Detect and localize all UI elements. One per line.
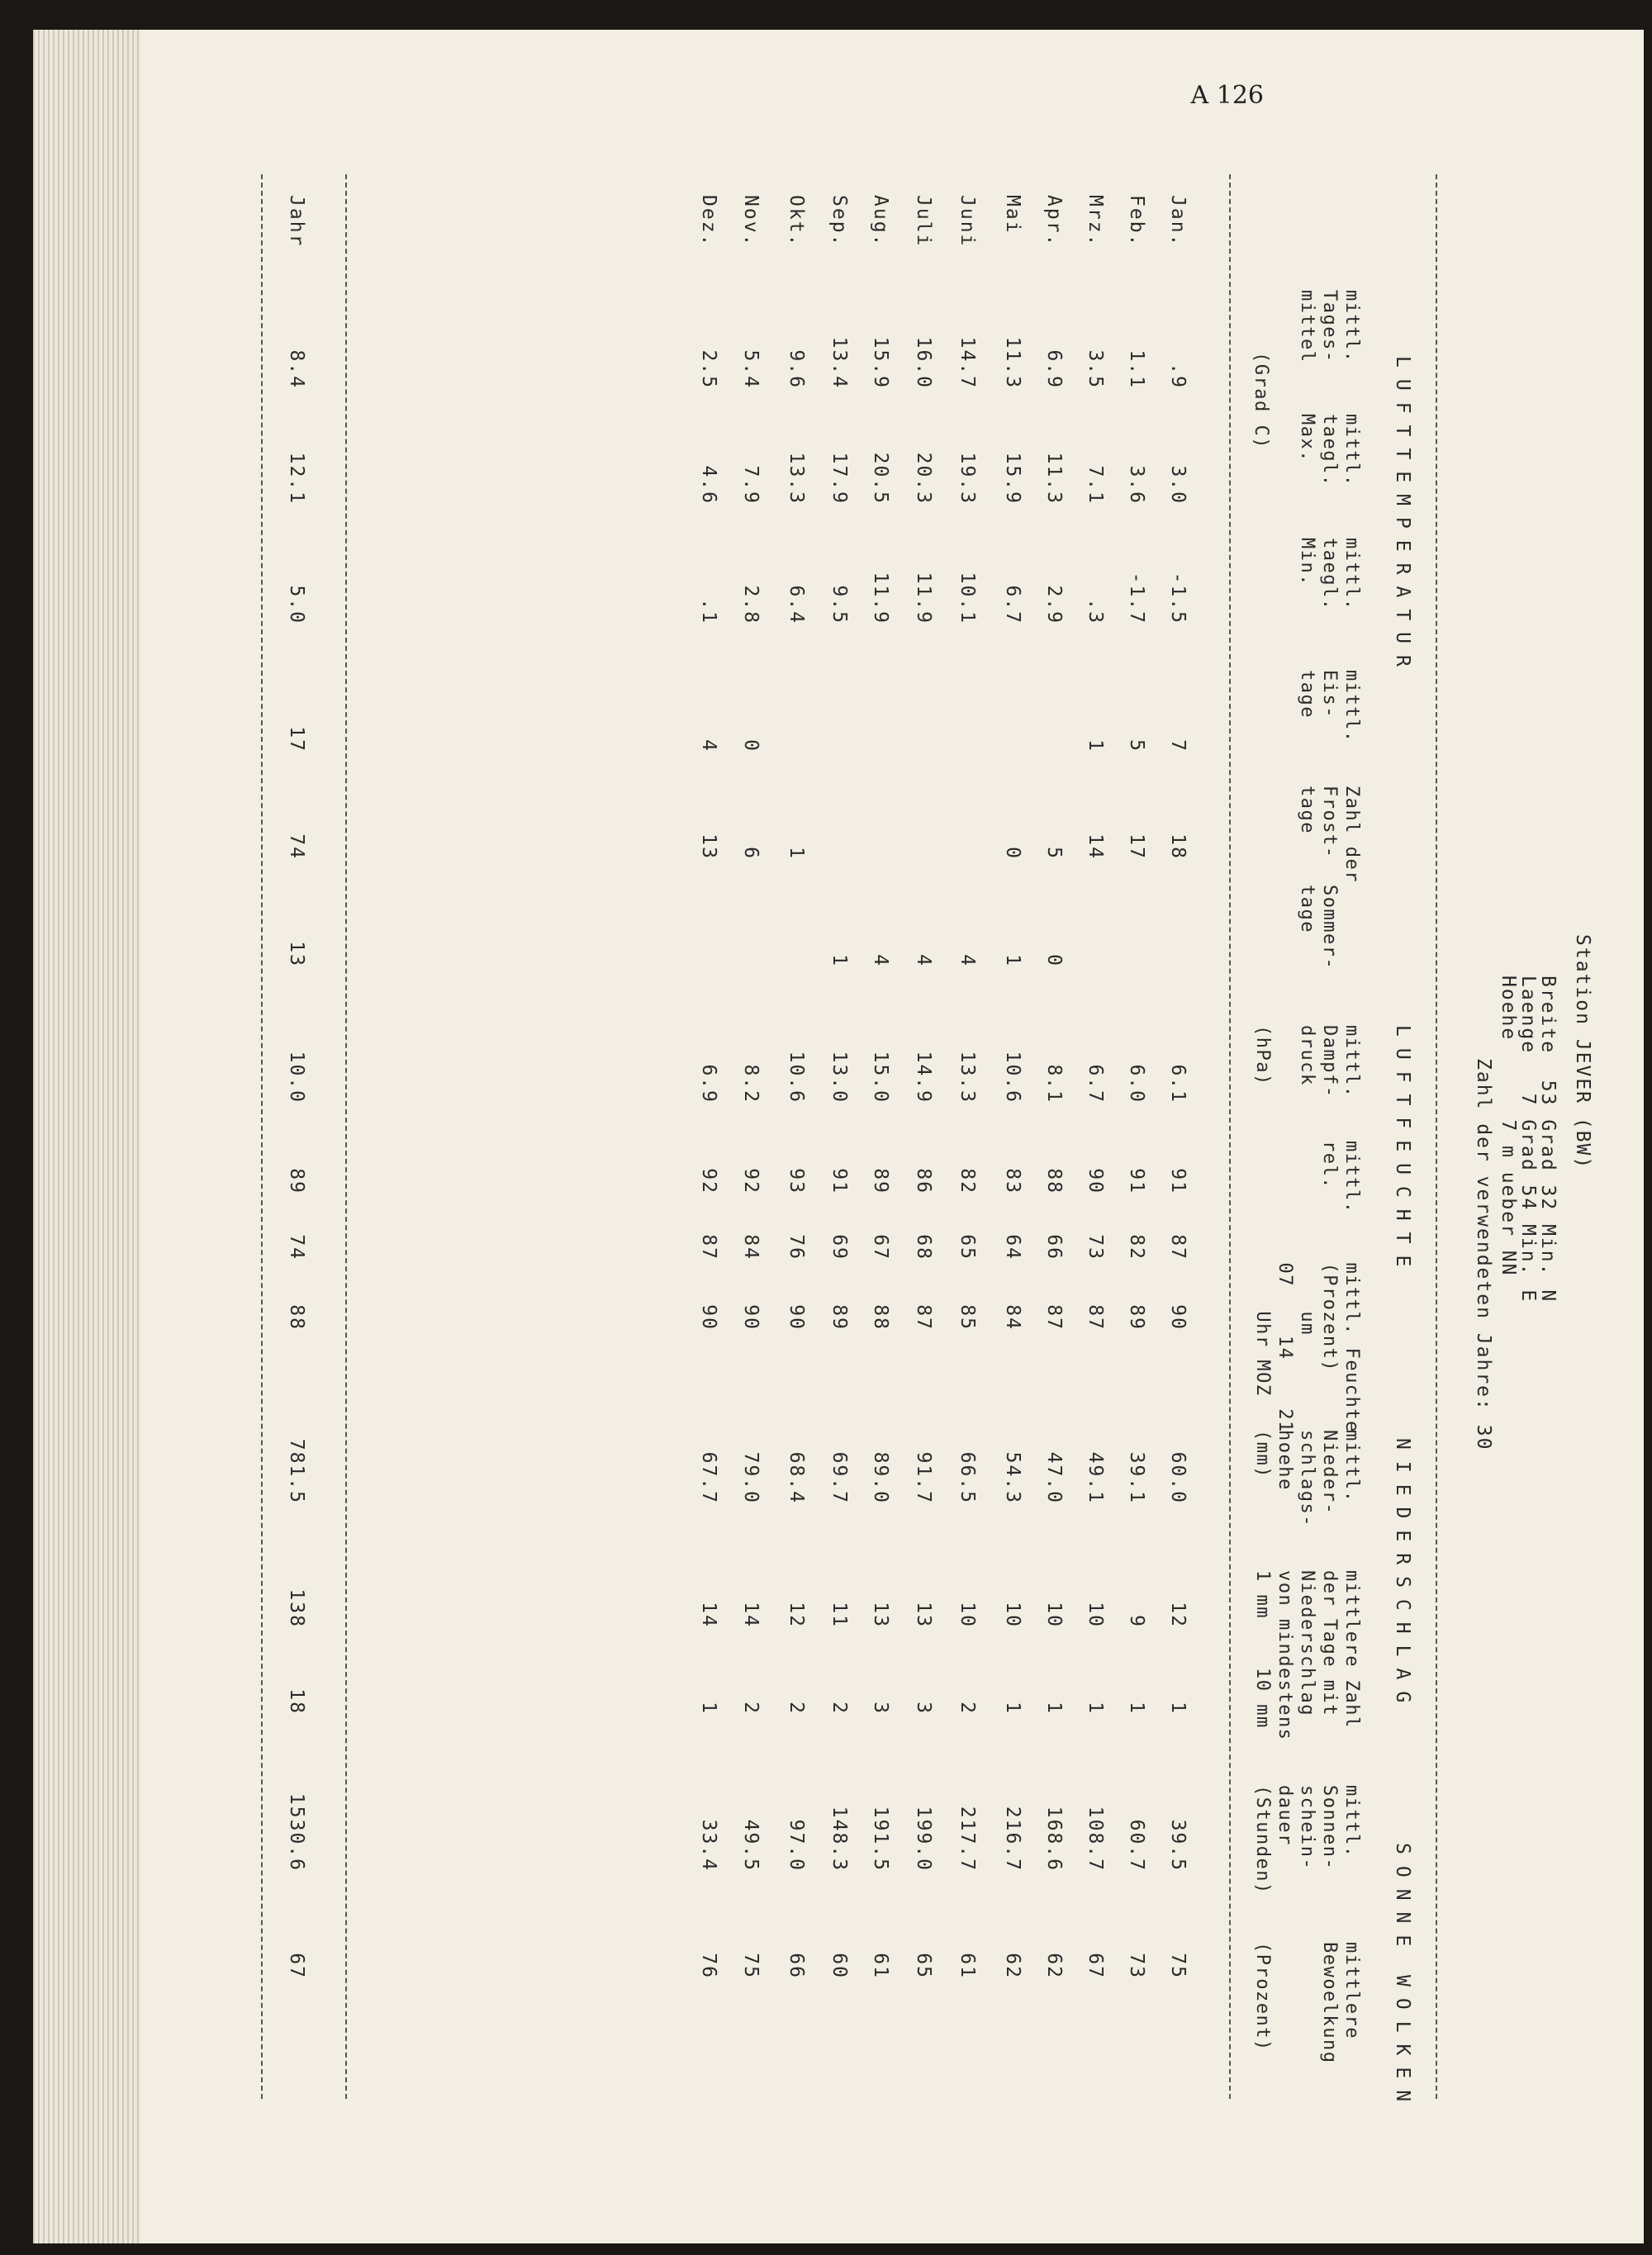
table-cell-min: 2.9 bbox=[1043, 585, 1065, 624]
table-cell-f14: 76 bbox=[786, 1234, 807, 1260]
table-cell-tm: 11.3 bbox=[1002, 336, 1023, 389]
group-wolken: WOLKEN bbox=[1392, 1975, 1413, 2114]
table-cell-n1: 14 bbox=[740, 1602, 762, 1628]
table-cell-tm: .9 bbox=[1167, 363, 1189, 389]
table-cell-ns: 89.0 bbox=[870, 1451, 891, 1504]
col-niederschlagstage: mittlere Zahl der Tage mit Niederschlag von mindestens 1 mm 10 mm bbox=[1252, 1570, 1362, 1741]
table-cell-f14: 73 bbox=[1085, 1234, 1106, 1260]
table-cell-f07: 88 bbox=[1043, 1168, 1065, 1194]
table-cell-dampf: 14.9 bbox=[913, 1051, 934, 1104]
table-cell-sommer: 0 bbox=[1043, 954, 1065, 967]
col-tagesmittel: mittl. Tages- mittel bbox=[1297, 290, 1362, 363]
jahr-frost: 74 bbox=[286, 833, 307, 860]
table-cell-max: 11.3 bbox=[1043, 452, 1065, 505]
table-cell-wolken: 75 bbox=[740, 1953, 762, 1979]
table-cell-frost: 0 bbox=[1002, 847, 1023, 860]
table-cell-tm: 6.9 bbox=[1043, 349, 1065, 389]
table-cell-dampf: 10.6 bbox=[786, 1051, 807, 1104]
rotated-climate-table bbox=[248, 174, 1602, 2114]
table-cell-f07: 91 bbox=[1126, 1168, 1147, 1194]
table-cell-sommer: 4 bbox=[870, 954, 891, 967]
col-gradc: (Grad C) bbox=[1251, 352, 1271, 449]
table-cell-wolken: 62 bbox=[1043, 1953, 1065, 1979]
table-cell-ns: 67.7 bbox=[698, 1451, 719, 1504]
jahr-max: 12.1 bbox=[286, 452, 307, 505]
table-cell-ns: 91.7 bbox=[913, 1451, 934, 1504]
table-cell-n1: 10 bbox=[957, 1602, 978, 1628]
table-cell-sonne: 97.0 bbox=[786, 1819, 807, 1872]
table-cell-f21: 90 bbox=[1167, 1304, 1189, 1331]
table-cell-f07: 89 bbox=[870, 1168, 891, 1194]
table-cell-wolken: 60 bbox=[828, 1953, 850, 1979]
table-cell-max: 17.9 bbox=[828, 452, 850, 505]
table-cell-ns: 49.1 bbox=[1085, 1451, 1106, 1504]
table-cell-f21: 90 bbox=[698, 1304, 719, 1331]
station-title: Station JEVER (BW) bbox=[1572, 934, 1593, 1170]
table-cell-dampf: 8.1 bbox=[1043, 1064, 1065, 1104]
table-cell-sonne: 33.4 bbox=[698, 1819, 719, 1872]
table-cell-dampf: 8.2 bbox=[740, 1064, 762, 1104]
table-cell-min: -1.5 bbox=[1167, 572, 1189, 624]
table-cell-tm: 14.7 bbox=[957, 336, 978, 389]
page-stack-edge bbox=[33, 30, 140, 2243]
rule-bottom bbox=[261, 174, 263, 2099]
table-cell-wolken: 73 bbox=[1126, 1953, 1147, 1979]
station-hoehe: Hoehe 7 m ueber NN bbox=[1498, 976, 1519, 1277]
table-cell-max: 15.9 bbox=[1002, 452, 1023, 505]
table-cell-f07: 91 bbox=[1167, 1168, 1189, 1194]
table-cell-sommer: 1 bbox=[1002, 954, 1023, 967]
table-cell-ns: 60.0 bbox=[1167, 1451, 1189, 1504]
table-cell-ns: 66.5 bbox=[957, 1451, 978, 1504]
table-cell-f21: 90 bbox=[786, 1304, 807, 1331]
table-cell-eis: 7 bbox=[1167, 739, 1189, 752]
group-niederschlag: NIEDERSCHLAG bbox=[1392, 1438, 1413, 1715]
table-cell-month: Juni bbox=[957, 195, 978, 248]
table-cell-f14: 68 bbox=[913, 1234, 934, 1260]
table-cell-sonne: 39.5 bbox=[1167, 1819, 1189, 1872]
table-cell-sommer: 4 bbox=[957, 954, 978, 967]
station-jahre: Zahl der verwendeten Jahre: 30 bbox=[1473, 1058, 1494, 1451]
table-cell-wolken: 76 bbox=[698, 1953, 719, 1979]
table-cell-frost: 1 bbox=[786, 847, 807, 860]
table-cell-ns: 54.3 bbox=[1002, 1451, 1023, 1504]
table-cell-n10: 1 bbox=[1002, 1702, 1023, 1715]
jahr-min: 5.0 bbox=[286, 585, 307, 624]
station-laenge: Laenge 7 Grad 54 Min. E bbox=[1517, 976, 1539, 1303]
table-cell-wolken: 61 bbox=[870, 1953, 891, 1979]
group-lufttemperatur: LUFTTEMPERATUR bbox=[1392, 356, 1413, 678]
rule-before-jahr bbox=[345, 174, 347, 2099]
jahr-tm: 8.4 bbox=[286, 349, 307, 389]
table-cell-dampf: 13.3 bbox=[957, 1051, 978, 1104]
table-cell-f14: 66 bbox=[1043, 1234, 1065, 1260]
table-cell-f21: 89 bbox=[1126, 1304, 1147, 1331]
table-cell-min: .3 bbox=[1085, 598, 1106, 624]
col-niederschlagshoehe: mittl. Nieder- schlags- hoehe (mm) bbox=[1252, 1430, 1362, 1527]
table-cell-f21: 85 bbox=[957, 1304, 978, 1331]
table-cell-f21: 84 bbox=[1002, 1304, 1023, 1331]
table-cell-n10: 3 bbox=[870, 1702, 891, 1715]
table-cell-sommer: 4 bbox=[913, 954, 934, 967]
table-cell-n10: 1 bbox=[1085, 1702, 1106, 1715]
table-cell-min: 9.5 bbox=[828, 585, 850, 624]
table-cell-ns: 79.0 bbox=[740, 1451, 762, 1504]
table-cell-tm: 9.6 bbox=[786, 349, 807, 389]
table-cell-tm: 3.5 bbox=[1085, 349, 1106, 389]
table-cell-max: 13.3 bbox=[786, 452, 807, 505]
table-cell-month: Sep. bbox=[828, 195, 850, 248]
col-frosttage: Zahl der Frost- tage bbox=[1297, 786, 1362, 883]
jahr-sommer: 13 bbox=[286, 941, 307, 967]
table-cell-f07: 86 bbox=[913, 1168, 934, 1194]
col-bewoelkung: mittlere Bewoelkung (Prozent) bbox=[1252, 1942, 1362, 2064]
jahr-n1: 138 bbox=[286, 1588, 307, 1628]
table-cell-dampf: 6.9 bbox=[698, 1064, 719, 1104]
table-cell-tm: 1.1 bbox=[1126, 349, 1147, 389]
rule-header bbox=[1229, 174, 1231, 2099]
table-cell-wolken: 75 bbox=[1167, 1953, 1189, 1979]
table-cell-f14: 87 bbox=[698, 1234, 719, 1260]
table-cell-tm: 5.4 bbox=[740, 349, 762, 389]
table-cell-eis: 4 bbox=[698, 739, 719, 752]
table-cell-min: 2.8 bbox=[740, 585, 762, 624]
page-number: A 126 bbox=[1190, 81, 1264, 110]
jahr-ns: 781.5 bbox=[286, 1438, 307, 1504]
table-cell-n1: 12 bbox=[1167, 1602, 1189, 1628]
table-cell-n10: 2 bbox=[828, 1702, 850, 1715]
table-cell-sonne: 49.5 bbox=[740, 1819, 762, 1872]
jahr-f07: 89 bbox=[286, 1168, 307, 1194]
table-cell-ns: 69.7 bbox=[828, 1451, 850, 1504]
table-cell-min: 6.7 bbox=[1002, 585, 1023, 624]
table-cell-f21: 90 bbox=[740, 1304, 762, 1331]
table-cell-month: Juli bbox=[913, 195, 934, 248]
table-cell-min: 6.4 bbox=[786, 585, 807, 624]
table-cell-f14: 87 bbox=[1167, 1234, 1189, 1260]
jahr-sonne: 1530.6 bbox=[286, 1792, 307, 1872]
table-cell-f07: 83 bbox=[1002, 1168, 1023, 1194]
table-cell-ns: 68.4 bbox=[786, 1451, 807, 1504]
table-cell-max: 3.6 bbox=[1126, 465, 1147, 505]
table-cell-dampf: 15.0 bbox=[870, 1051, 891, 1104]
jahr-wolken: 67 bbox=[286, 1953, 307, 1979]
table-cell-f21: 87 bbox=[1043, 1304, 1065, 1331]
table-cell-min: -1.7 bbox=[1126, 572, 1147, 624]
table-cell-wolken: 61 bbox=[957, 1953, 978, 1979]
table-cell-max: 7.9 bbox=[740, 465, 762, 505]
table-cell-sonne: 60.7 bbox=[1126, 1819, 1147, 1872]
table-cell-frost: 17 bbox=[1126, 833, 1147, 860]
table-cell-max: 19.3 bbox=[957, 452, 978, 505]
table-cell-frost: 6 bbox=[740, 847, 762, 860]
table-cell-dampf: 13.0 bbox=[828, 1051, 850, 1104]
rule-top bbox=[1436, 174, 1437, 2099]
table-cell-tm: 16.0 bbox=[913, 336, 934, 389]
table-cell-sonne: 168.6 bbox=[1043, 1806, 1065, 1872]
table-cell-ns: 47.0 bbox=[1043, 1451, 1065, 1504]
table-cell-n10: 1 bbox=[1043, 1702, 1065, 1715]
table-cell-f07: 93 bbox=[786, 1168, 807, 1194]
table-cell-wolken: 67 bbox=[1085, 1953, 1106, 1979]
table-cell-f21: 87 bbox=[913, 1304, 934, 1331]
table-cell-n1: 9 bbox=[1126, 1615, 1147, 1628]
table-cell-f21: 87 bbox=[1085, 1304, 1106, 1331]
table-cell-max: 20.3 bbox=[913, 452, 934, 505]
table-cell-min: 11.9 bbox=[870, 572, 891, 624]
col-max: mittl. taegl. Max. bbox=[1297, 414, 1362, 487]
table-cell-tm: 15.9 bbox=[870, 336, 891, 389]
table-cell-min: 11.9 bbox=[913, 572, 934, 624]
col-feuchte: mittl. mittl. Feuchte rel. (Prozent) um 07 14 21 Uhr MOZ bbox=[1252, 1141, 1362, 1433]
table-cell-f07: 92 bbox=[698, 1168, 719, 1194]
jahr-f21: 88 bbox=[286, 1304, 307, 1331]
table-cell-tm: 2.5 bbox=[698, 349, 719, 389]
table-cell-f07: 92 bbox=[740, 1168, 762, 1194]
table-cell-f14: 82 bbox=[1126, 1234, 1147, 1260]
table-cell-max: 4.6 bbox=[698, 465, 719, 505]
table-cell-eis: 1 bbox=[1085, 739, 1106, 752]
table-cell-month: Feb. bbox=[1126, 195, 1147, 248]
table-cell-n1: 13 bbox=[913, 1602, 934, 1628]
table-cell-n10: 1 bbox=[698, 1702, 719, 1715]
jahr-f14: 74 bbox=[286, 1234, 307, 1260]
col-sonnenschein: mittl. Sonnen- schein- dauer (Stunden) bbox=[1252, 1785, 1362, 1895]
table-cell-sonne: 217.7 bbox=[957, 1806, 978, 1872]
table-cell-n1: 10 bbox=[1085, 1602, 1106, 1628]
table-cell-n10: 2 bbox=[740, 1702, 762, 1715]
table-cell-max: 3.0 bbox=[1167, 465, 1189, 505]
table-cell-n10: 1 bbox=[1167, 1702, 1189, 1715]
table-cell-dampf: 6.1 bbox=[1167, 1064, 1189, 1104]
table-cell-n1: 12 bbox=[786, 1602, 807, 1628]
table-cell-month: Aug. bbox=[870, 195, 891, 248]
table-cell-f14: 84 bbox=[740, 1234, 762, 1260]
table-cell-n10: 3 bbox=[913, 1702, 934, 1715]
table-cell-f14: 69 bbox=[828, 1234, 850, 1260]
jahr-eis: 17 bbox=[286, 726, 307, 752]
table-cell-wolken: 62 bbox=[1002, 1953, 1023, 1979]
table-cell-month: Mrz. bbox=[1085, 195, 1106, 248]
table-cell-n10: 1 bbox=[1126, 1702, 1147, 1715]
table-cell-f07: 82 bbox=[957, 1168, 978, 1194]
table-cell-f21: 89 bbox=[828, 1304, 850, 1331]
table-cell-dampf: 10.6 bbox=[1002, 1051, 1023, 1104]
table-cell-n1: 10 bbox=[1043, 1602, 1065, 1628]
table-cell-f21: 88 bbox=[870, 1304, 891, 1331]
table-cell-f14: 67 bbox=[870, 1234, 891, 1260]
table-cell-n10: 2 bbox=[957, 1702, 978, 1715]
col-eistage: mittl. Eis- tage bbox=[1297, 670, 1362, 743]
table-cell-month: Jan. bbox=[1167, 195, 1189, 248]
col-min: mittl. taegl. Min. bbox=[1297, 538, 1362, 611]
table-cell-tm: 13.4 bbox=[828, 336, 850, 389]
table-cell-n1: 13 bbox=[870, 1602, 891, 1628]
group-luftfeuchte: LUFTFEUCHTE bbox=[1392, 1025, 1413, 1279]
table-cell-frost: 14 bbox=[1085, 833, 1106, 860]
table-cell-f14: 65 bbox=[957, 1234, 978, 1260]
col-sommertage: Sommer- tage bbox=[1297, 885, 1340, 971]
table-cell-dampf: 6.7 bbox=[1085, 1064, 1106, 1104]
table-cell-min: 10.1 bbox=[957, 572, 978, 624]
col-dampfdruck: mittl. Dampf- druck (hPa) bbox=[1252, 1025, 1362, 1099]
table-cell-sonne: 108.7 bbox=[1085, 1806, 1106, 1872]
jahr-month: Jahr bbox=[286, 195, 307, 248]
table-cell-eis: 0 bbox=[740, 739, 762, 752]
table-cell-wolken: 65 bbox=[913, 1953, 934, 1979]
table-cell-frost: 13 bbox=[698, 833, 719, 860]
table-cell-sonne: 199.0 bbox=[913, 1806, 934, 1872]
table-cell-sonne: 191.5 bbox=[870, 1806, 891, 1872]
table-cell-n1: 10 bbox=[1002, 1602, 1023, 1628]
table-cell-month: Dez. bbox=[698, 195, 719, 248]
scanned-page bbox=[33, 30, 1644, 2243]
table-cell-f07: 90 bbox=[1085, 1168, 1106, 1194]
table-cell-sommer: 1 bbox=[828, 954, 850, 967]
jahr-n10: 18 bbox=[286, 1688, 307, 1715]
table-cell-wolken: 66 bbox=[786, 1953, 807, 1979]
table-cell-frost: 18 bbox=[1167, 833, 1189, 860]
station-breite: Breite 53 Grad 32 Min. N bbox=[1537, 976, 1559, 1303]
table-cell-n1: 14 bbox=[698, 1602, 719, 1628]
table-cell-n1: 11 bbox=[828, 1602, 850, 1628]
table-cell-f14: 64 bbox=[1002, 1234, 1023, 1260]
table-cell-month: Nov. bbox=[740, 195, 762, 248]
table-cell-month: Apr. bbox=[1043, 195, 1065, 248]
table-cell-max: 20.5 bbox=[870, 452, 891, 505]
table-cell-eis: 5 bbox=[1126, 739, 1147, 752]
table-cell-frost: 5 bbox=[1043, 847, 1065, 860]
table-cell-dampf: 6.0 bbox=[1126, 1064, 1147, 1104]
table-cell-month: Okt. bbox=[786, 195, 807, 248]
table-cell-max: 7.1 bbox=[1085, 465, 1106, 505]
group-sonne: SONNE bbox=[1392, 1843, 1413, 1958]
table-cell-month: Mai bbox=[1002, 195, 1023, 235]
table-cell-min: .1 bbox=[698, 598, 719, 624]
jahr-dampf: 10.0 bbox=[286, 1051, 307, 1104]
table-cell-sonne: 148.3 bbox=[828, 1806, 850, 1872]
table-cell-f07: 91 bbox=[828, 1168, 850, 1194]
table-cell-sonne: 216.7 bbox=[1002, 1806, 1023, 1872]
table-cell-ns: 39.1 bbox=[1126, 1451, 1147, 1504]
table-cell-n10: 2 bbox=[786, 1702, 807, 1715]
